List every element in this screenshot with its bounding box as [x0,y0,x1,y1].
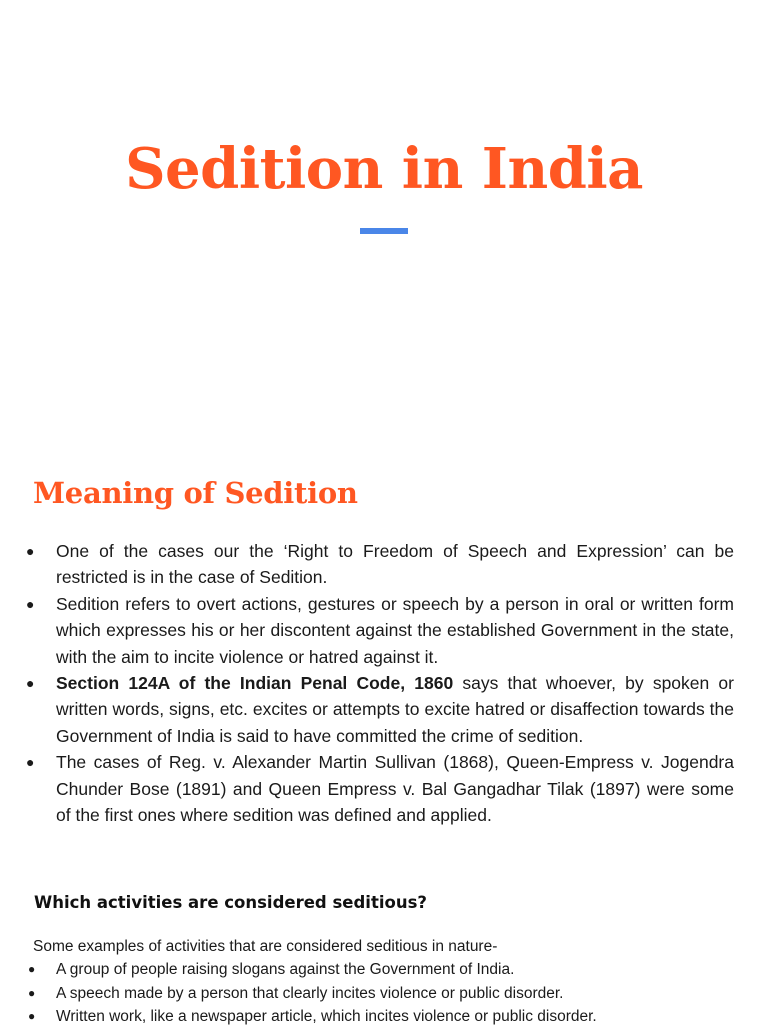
bullet-icon: ● [26,595,35,612]
bullet-icon: ● [28,962,36,976]
bullet-text: The cases of Reg. v. Alexander Martin Sullivan (1868), Queen-Empress v. Jogendra Chunder Bose (1891) and Queen Empress v. Bal Gangadhar Tilak (1897) were some of the first ones where sedition was defined and applied. [56,752,734,826]
section-heading-activities: Which activities are considered seditious? [34,893,427,912]
list-item [28,958,597,982]
activities-bullet-list [0,958,597,1029]
bullet-icon: ● [28,1009,36,1023]
bullet-text: One of the cases our the ‘Right to Freedom of Speech and Expression’ can be restricted is in the case of Sedition. [56,541,734,588]
bullet-icon: ● [26,754,35,771]
bullet-lead: Section 124A of the Indian Penal Code, 1860 [56,673,454,694]
list-item [26,591,734,670]
list-item [28,982,597,1006]
page-title: Sedition in India [125,136,643,202]
bullet-text: A group of people raising slogans against the Government of India. [56,961,515,978]
list-item [28,1005,597,1029]
bullet-icon: ● [26,675,35,692]
list-item [26,670,734,749]
list-item [26,749,734,828]
list-item [26,538,734,591]
bullet-text: A speech made by a person that clearly incites violence or public disorder. [56,984,564,1002]
bullet-text: Written work, like a newspaper article, which incites violence or public disorder. [56,1008,597,1025]
activities-intro: Some examples of activities that are considered seditious in nature- [33,938,498,955]
bullet-icon: ● [28,985,36,1000]
section-heading-meaning: Meaning of Sedition [33,476,358,510]
meaning-bullet-list [0,538,768,828]
title-underline [360,228,408,234]
bullet-icon: ● [26,543,35,559]
bullet-text: Sedition refers to overt actions, gestures or speech by a person in oral or written form which expresses his or her discontent against the established Government in the state, with the aim to incite violence or hatred against it. [56,593,734,667]
bullet-text: says that whoever, by spoken or written words, signs, etc. excites or attempts to excite hatred or disaffection towards the Government of India is said to have committed the crime of sedition. [56,673,734,746]
